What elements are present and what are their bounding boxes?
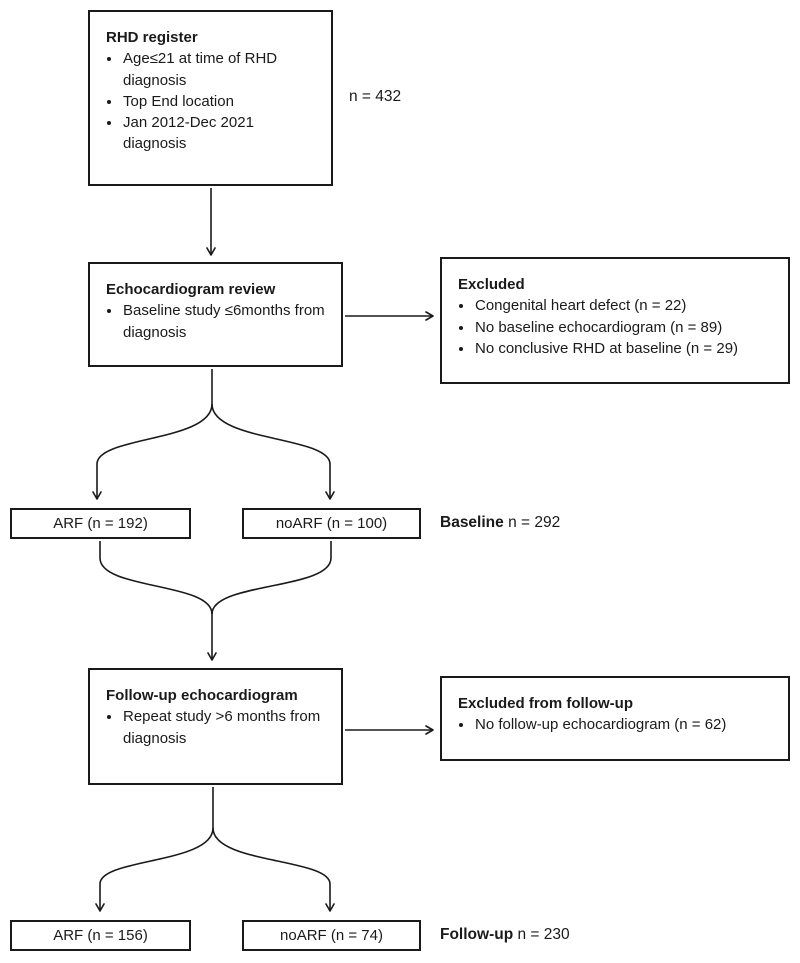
- split-baseline-right: [212, 404, 330, 499]
- followup-total-label: [440, 926, 570, 944]
- split-baseline-left: [97, 404, 212, 499]
- node-followup-echo: [88, 668, 343, 785]
- node-excluded-followup: [440, 676, 790, 761]
- node-followup-echo-bullets: [106, 706, 329, 749]
- register-count-label: n = 432: [349, 88, 402, 105]
- bullet-item: • Jan 2012-Dec 2021 diagnosis: [122, 112, 319, 155]
- merge-left: [100, 541, 212, 614]
- followup-total-count: n = 230: [513, 926, 570, 943]
- node-excluded-baseline-bullets: [458, 295, 776, 359]
- node-arf-baseline: [10, 508, 191, 539]
- node-noarf-followup: [242, 920, 421, 951]
- baseline-total-count: n = 292: [503, 514, 561, 531]
- node-arf-baseline-label: ARF (n = 192): [53, 515, 148, 532]
- node-excluded-followup-title: Excluded from follow-up: [458, 695, 633, 712]
- followup-total-bold: Follow-up: [440, 926, 514, 943]
- node-echo-review-bullets: [106, 300, 329, 343]
- baseline-total-label: [440, 514, 560, 532]
- merge-right: [212, 541, 331, 614]
- split-followup-left: [100, 828, 213, 911]
- bullet-item: • No follow-up echocardiogram (n = 62): [474, 714, 776, 735]
- node-echo-review-title: Echocardiogram review: [106, 281, 276, 298]
- node-arf-followup: [10, 920, 191, 951]
- node-rhd-register-bullets: [106, 48, 319, 154]
- bullet-item: • Top End location: [122, 91, 319, 112]
- bullet-item: • Repeat study >6 months from diagnosis: [122, 706, 329, 749]
- node-noarf-baseline-label: noARF (n = 100): [275, 515, 388, 532]
- node-excluded-baseline: [440, 257, 790, 384]
- node-excluded-followup-bullets: [458, 714, 776, 735]
- node-noarf-baseline: [242, 508, 421, 539]
- bullet-item: • Baseline study ≤6months from diagnosis: [122, 300, 329, 343]
- bullet-item: • No conclusive RHD at baseline (n = 29): [474, 338, 776, 359]
- node-followup-echo-title: Follow-up echocardiogram: [106, 687, 298, 704]
- bullet-item: • No baseline echocardiogram (n = 89): [474, 317, 776, 338]
- node-echo-review: [88, 262, 343, 367]
- node-rhd-register: [88, 10, 333, 186]
- node-excluded-baseline-title: Excluded: [458, 276, 525, 293]
- bullet-item: • Age≤21 at time of RHD diagnosis: [122, 48, 319, 91]
- split-followup-right: [213, 828, 330, 911]
- node-arf-followup-label: ARF (n = 156): [53, 927, 148, 944]
- node-rhd-register-title: RHD register: [106, 29, 198, 46]
- baseline-total-bold: Baseline: [440, 514, 504, 531]
- bullet-item: • Congenital heart defect (n = 22): [474, 295, 776, 316]
- node-noarf-followup-label: noARF (n = 74): [280, 927, 383, 944]
